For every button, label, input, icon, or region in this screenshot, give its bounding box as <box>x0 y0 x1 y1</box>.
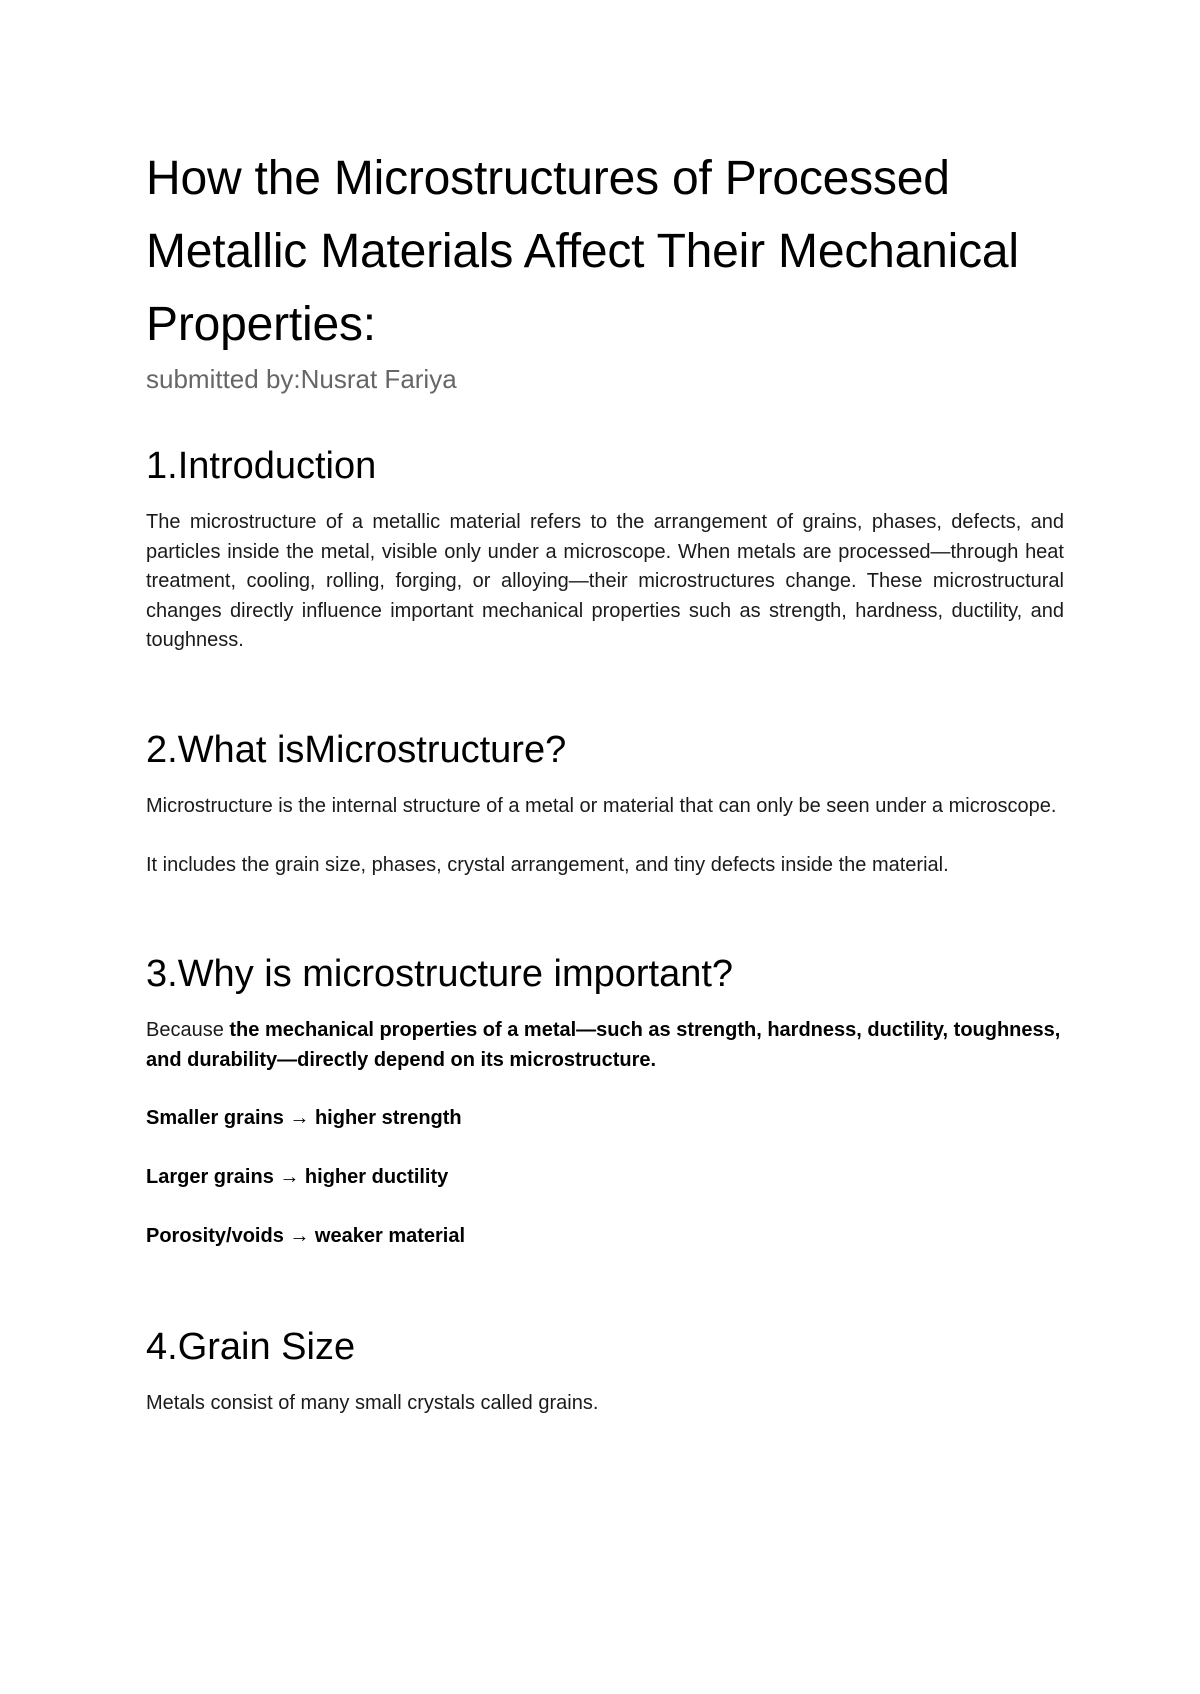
importance-bold-text: the mechanical properties of a metal—such as strength, hardness, ductility, toughness, and durability—directly depend on its microstructure. <box>146 1019 1061 1071</box>
section-heading-introduction: 1.Introduction <box>146 445 377 487</box>
introduction-paragraph: The microstructure of a metallic material refers to the arrangement of grains, phases, defects, and particles inside the metal, visible only under a microscope. When metals are processed—through heat treatment, cooling, rolling, forging, or alloying—their microstructures change. These microstructural changes directly influence important mechanical properties such as strength, hardness, ductility, and toughness. <box>146 511 1064 651</box>
section-heading-what-is-microstructure: 2.What isMicrostructure? <box>146 729 567 771</box>
microstructure-includes-line: It includes the grain size, phases, crystal arrangement, and tiny defects inside the material. <box>146 854 949 876</box>
document-subtitle: submitted by:Nusrat Fariya <box>146 364 457 394</box>
point-porosity: Porosity/voids → weaker material <box>146 1225 466 1247</box>
microstructure-definition-line: Microstructure is the internal structure of a metal or material that can only be seen under a microscope. <box>146 795 1057 817</box>
point-larger-grains: Larger grains → higher ductility <box>146 1166 449 1188</box>
importance-prefix: Because <box>146 1019 230 1041</box>
section-heading-why-important: 3.Why is microstructure important? <box>146 953 734 995</box>
importance-paragraph <box>146 1016 1064 1075</box>
document-title: How the Microstructures of Processed Metallic Materials Affect Their Mechanical Properties: <box>146 152 1019 351</box>
section-heading-grain-size: 4.Grain Size <box>146 1326 356 1368</box>
grain-size-paragraph: Metals consist of many small crystals called grains. <box>146 1392 599 1414</box>
point-smaller-grains: Smaller grains → higher strength <box>146 1107 462 1129</box>
